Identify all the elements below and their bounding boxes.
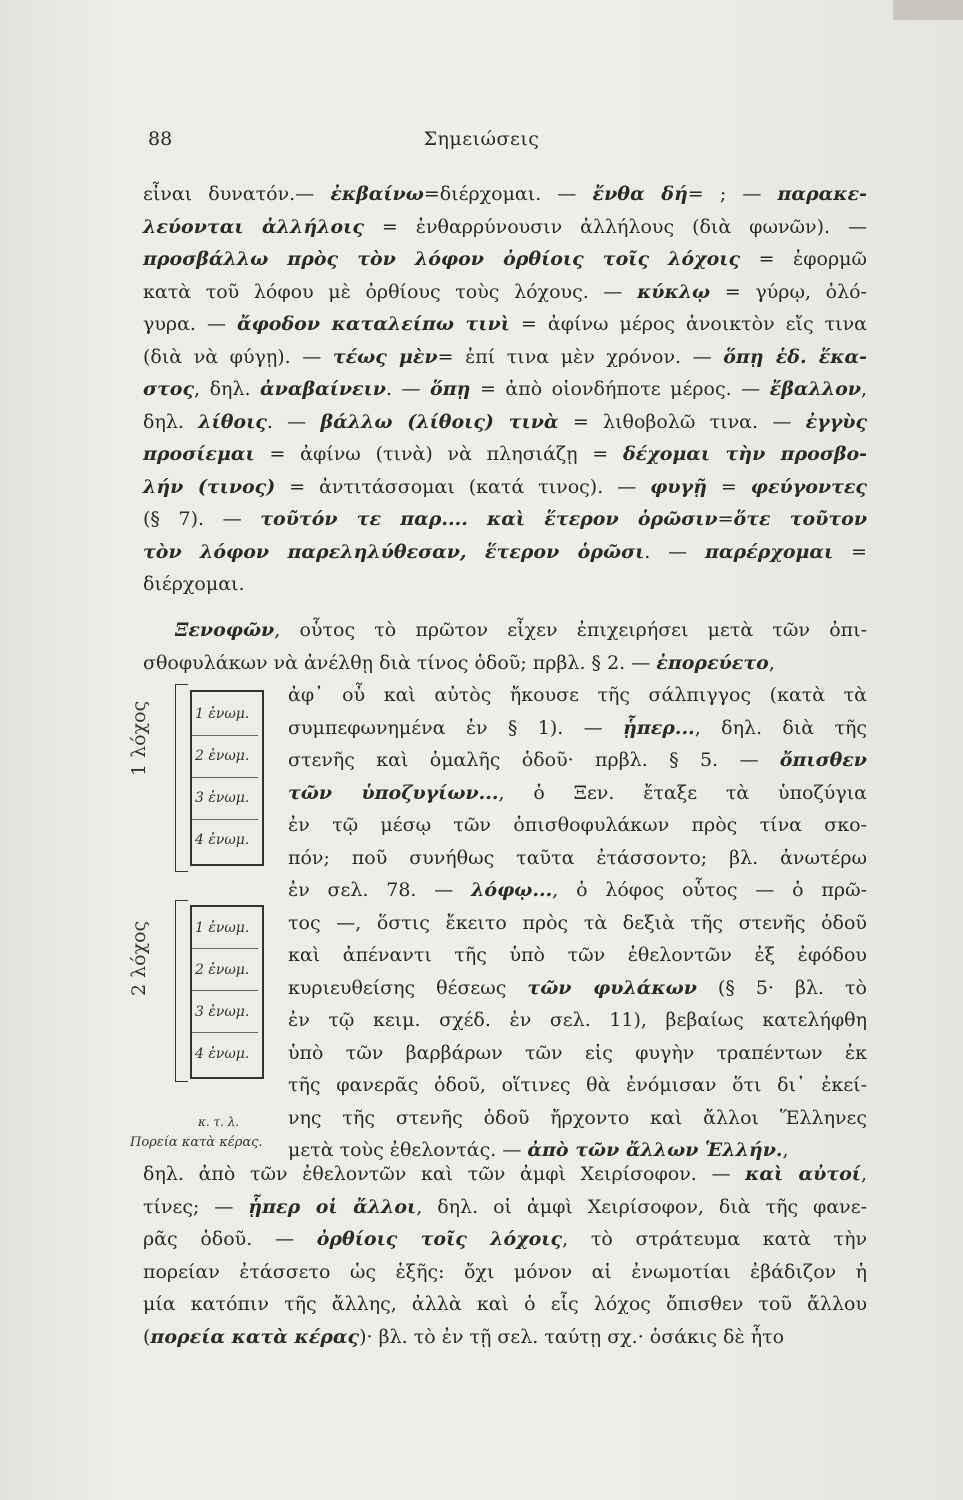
enomotia-label: 2 ἐνωμ. — [195, 962, 250, 978]
text-run: ἀφ᾽ οὗ καὶ αὐτὸς ἤκουσε τῆς σάλπιγγος (κατὰ τὰ — [288, 684, 867, 706]
text-line — [143, 536, 867, 569]
keyword: φεύγοντες — [750, 475, 867, 498]
keyword: παρέρχομαι — [704, 540, 834, 563]
text-run: = ἐνθαρρύνουσιν ἀλλήλους (διὰ φωνῶν). — — [363, 215, 867, 238]
text-run: τος —, ὅστις ἔκειτο πρὸς τὰ δεξιὰ τῆς στενῆς ὁδοῦ — [288, 911, 867, 934]
text-run: δηλ. — [143, 410, 199, 433]
keyword: πορεία κατὰ κέρας — [150, 1325, 360, 1348]
divider — [192, 735, 258, 736]
keyword: λήν (τινος) — [143, 475, 276, 498]
enomotia-label: 1 ἐνωμ. — [195, 706, 250, 722]
diagram-caption: Πορεία κατὰ κέρας. — [130, 1135, 263, 1150]
text-run: = λιθοβολῶ τινα. — — [558, 410, 806, 433]
text-run: εἶναι δυνατόν.— — [143, 183, 331, 205]
text-run: γυρα. — — [143, 313, 237, 335]
keyword: ἀπὸ τῶν ἄλλων Ἑλλήν. — [527, 1139, 783, 1161]
enomotia-label: 4 ἐνωμ. — [195, 1046, 250, 1062]
text-run: (διὰ νὰ φύγῃ). — — [143, 345, 333, 368]
paragraph-3-beside-diagram — [288, 679, 867, 1167]
paragraph-2 — [143, 614, 867, 679]
text-run: στενῆς καὶ ὁμαλῆς ὁδοῦ· πρβλ. § 5. — — [288, 749, 780, 771]
text-line — [143, 1256, 867, 1289]
text-run: = ἀφίνω (τινὰ) νὰ πλησιάζῃ = — [254, 443, 623, 465]
page-number: 88 — [148, 128, 173, 150]
keyword: ἀναβαίνειν — [260, 378, 386, 400]
keyword: καὶ αὐτοί — [745, 1163, 861, 1185]
paragraph-1 — [143, 178, 867, 601]
text-line — [143, 211, 867, 244]
text-run: μετὰ τοὺς ἐθελοντάς. — — [288, 1139, 528, 1161]
keyword: δέχομαι τὴν προσβο- — [623, 443, 867, 465]
keyword: ὅτε τοῦτον — [733, 508, 867, 530]
text-line — [288, 1102, 867, 1135]
enomotia-label: 4 ἐνωμ. — [195, 832, 250, 848]
keyword: κύκλῳ — [637, 280, 711, 303]
keyword: ἄφοδον καταλείπω τινὶ — [237, 313, 510, 335]
text-line — [143, 178, 867, 211]
text-run: κυριευθείσης θέσεως — [288, 976, 528, 999]
text-run: , — [860, 1163, 867, 1185]
keyword: Ξενοφῶν — [175, 619, 275, 641]
keyword: προσβάλλω πρὸς τὸν λόφον ὀρθίοις τοῖς λόχοις — [143, 248, 741, 270]
text-run: πορείαν ἐτάσσετο ὡς ἑξῆς: ὄχι μόνον αἱ ἐνωμοτίαι ἐβάδιζον ἡ — [143, 1260, 867, 1283]
text-run: μία κατόπιν τῆς ἄλλης, ἀλλὰ καὶ ὁ εἷς λόχος ὄπισθεν τοῦ ἄλλου — [143, 1293, 867, 1315]
divider — [192, 819, 258, 820]
text-line — [143, 243, 867, 276]
marching-order-diagram — [120, 680, 300, 1160]
keyword: βάλλω (λίθοις) τινὰ — [320, 410, 559, 433]
text-line — [288, 939, 867, 972]
text-line — [143, 308, 867, 341]
text-line — [143, 1321, 867, 1354]
text-run: διέρχομαι. — [143, 573, 245, 595]
text-run: δηλ. ἀπὸ τῶν ἐθελοντῶν καὶ τῶν ἀμφὶ Χειρίσοφον. — — [143, 1163, 746, 1185]
text-line — [143, 614, 867, 647]
text-line — [288, 907, 867, 940]
keyword: τῶν φυλάκων — [527, 976, 697, 999]
text-line — [143, 1288, 867, 1321]
keyword: στος — [143, 378, 195, 400]
text-run: . — — [385, 378, 431, 400]
text-run: πόν; ποῦ συνήθως ταῦτα ἐτάσσοντο; βλ. ἀνωτέρω — [288, 846, 867, 869]
text-line — [288, 1069, 867, 1102]
keyword: λόφῳ... — [471, 879, 553, 901]
keyword: ὅπῃ ἑδ. ἕκα- — [723, 345, 868, 368]
keyword: ὀρθίοις τοῖς λόχοις — [316, 1228, 563, 1250]
text-line — [143, 406, 867, 439]
text-line — [288, 874, 867, 907]
keyword: τῶν ὑποζυγίων... — [288, 781, 499, 804]
enomotia-label: 1 ἐνωμ. — [195, 920, 250, 936]
text-line — [143, 471, 867, 504]
keyword: ἐγγὺς — [805, 410, 868, 433]
text-run: , ὁ λόφος οὗτος — ὁ πρῶ- — [552, 879, 868, 901]
keyword: τέως μὲν — [332, 345, 438, 368]
text-run: τίνες; — — [143, 1195, 249, 1218]
keyword: ἐπορεύετο — [656, 651, 769, 674]
text-line — [288, 1037, 867, 1070]
text-line — [288, 679, 867, 712]
keyword: λίθοις — [198, 410, 267, 433]
text-run: ( — [143, 1325, 151, 1348]
page-edge-shadow — [893, 0, 963, 20]
keyword: λεύονται ἀλλήλοις — [143, 215, 364, 238]
text-run: = ἀφίνω μέρος ἀνοικτὸν εἴς τινα — [509, 313, 867, 335]
keyword: παρακε- — [777, 183, 867, 205]
text-line — [288, 744, 867, 777]
text-run: = ; — — [687, 183, 778, 205]
lochos-2-bracket — [175, 900, 188, 1082]
text-line — [143, 647, 867, 680]
text-run: καὶ ἀπέναντι τῆς ὑπὸ τῶν ἐθελοντῶν ἐξ ἐφόδου — [288, 944, 867, 966]
text-run: = — [833, 540, 867, 563]
text-run: = γύρῳ, ὁλό- — [710, 280, 867, 303]
text-run: , δηλ. οἱ ἀμφὶ Χειρίσοφον, διὰ τῆς φανε- — [416, 1195, 867, 1218]
text-run: =διέρχομαι. — — [423, 183, 593, 205]
keyword: προσίεμαι — [143, 443, 255, 465]
keyword: ὄπισθεν — [779, 749, 867, 771]
text-line — [143, 568, 867, 601]
text-run: κατὰ τοῦ λόφου μὲ ὀρθίους τοὺς λόχους. — — [143, 280, 638, 303]
text-run: ἐν τῷ κειμ. σχέδ. ἐν σελ. 11), βεβαίως κατελήφθη — [288, 1009, 867, 1031]
lochos-1-label: 1 λόχος — [128, 700, 150, 776]
divider — [192, 777, 258, 778]
keyword: ἔβαλλον — [769, 378, 861, 400]
lochos-1-bracket — [175, 684, 188, 872]
text-line — [288, 809, 867, 842]
text-run: , — [768, 651, 775, 674]
text-run: νης τῆς στενῆς ὁδοῦ ἤρχοντο καὶ ἄλλοι Ἕλληνες — [288, 1106, 867, 1129]
text-line — [143, 438, 867, 471]
text-run: (§ 7). — — [143, 508, 261, 530]
text-run: = — [706, 475, 751, 498]
text-run: ἐν τῷ μέσῳ τῶν ὀπισθοφυλάκων πρὸς τίνα σκο- — [288, 814, 867, 836]
keyword: ὅπῃ — [430, 378, 471, 400]
text-line — [288, 1004, 867, 1037]
text-line — [143, 1223, 867, 1256]
text-run: ἐν σελ. 78. — — [288, 879, 472, 901]
text-line — [143, 1191, 867, 1224]
text-run: σθοφυλάκων νὰ ἀνέλθῃ διὰ τίνος ὁδοῦ; πρβλ. § 2. — — [143, 651, 657, 674]
text-line — [288, 777, 867, 810]
text-run: , δηλ. διὰ τῆς — [694, 716, 867, 739]
text-run: = — [717, 508, 734, 530]
text-run: . — — [644, 540, 705, 563]
divider — [192, 948, 258, 949]
text-run: = ἀπὸ οἱονδήποτε μέρος. — — [470, 378, 770, 400]
divider — [192, 1032, 258, 1033]
diagram-etc: κ. τ. λ. — [198, 1115, 240, 1129]
text-run: , ὁ Ξεν. ἔταξε τὰ ὑποζύγια — [498, 781, 867, 804]
keyword: τοῦτόν τε παρ.... καὶ ἕτερον ὁρῶσιν — [260, 508, 718, 530]
keyword: φυγῇ — [650, 475, 707, 498]
text-run: , δηλ. — [194, 378, 261, 400]
text-line — [143, 1158, 867, 1191]
text-line — [288, 842, 867, 875]
enomotia-label: 3 ἐνωμ. — [195, 1004, 250, 1020]
text-run: = ἐπί τινα μὲν χρόνον. — — [437, 345, 724, 368]
page-header — [0, 128, 963, 162]
enomotia-label: 2 ἐνωμ. — [195, 748, 250, 764]
text-run: συμπεφωνημένα ἐν § 1). — — [288, 716, 623, 739]
lochos-2-label: 2 λόχος — [128, 920, 150, 996]
enomotia-label: 3 ἐνωμ. — [195, 790, 250, 806]
text-line — [143, 276, 867, 309]
text-run: , τὸ στράτευμα κατὰ τὴν — [562, 1228, 867, 1250]
text-run: τῆς φανερᾶς ὁδοῦ, οἵτινες θὰ ἐνόμισαν ὅτι δι᾽ ἐκεί- — [288, 1074, 867, 1096]
text-line — [143, 341, 867, 374]
text-line — [143, 373, 867, 406]
text-run: . — — [266, 410, 321, 433]
text-run: , — [782, 1139, 789, 1161]
running-title: Σημειώσεις — [423, 128, 540, 150]
text-run: ρᾶς ὁδοῦ. — — [143, 1228, 317, 1250]
keyword: τὸν λόφον παρεληλύθεσαν, ἕτερον ὁρῶσι — [143, 540, 645, 563]
text-run: )· βλ. τὸ ἐν τῇ σελ. ταύτῃ σχ.· ὁσάκις δὲ ἦτο — [359, 1325, 785, 1348]
text-line — [288, 972, 867, 1005]
text-run: = ἀντιτάσσομαι (κατά τινος). — — [275, 475, 651, 498]
keyword: ᾗπερ... — [623, 716, 695, 739]
text-run: ὑπὸ τῶν βαρβάρων τῶν εἰς φυγὴν τραπέντων ἐκ — [288, 1041, 867, 1064]
text-run: , — [860, 378, 867, 400]
text-run: , οὗτος τὸ πρῶτον εἶχεν ἐπιχειρήσει μετὰ τῶν ὀπι- — [274, 619, 867, 641]
text-run: = ἐφορμῶ — [740, 248, 867, 270]
paragraph-4 — [143, 1158, 867, 1353]
divider — [192, 990, 258, 991]
keyword: ἐκβαίνω — [330, 183, 424, 205]
text-line — [288, 712, 867, 745]
text-run: (§ 5· βλ. τὸ — [696, 976, 867, 999]
keyword: ἔνθα δή — [592, 183, 688, 205]
keyword: ᾗπερ οἱ ἄλλοι — [248, 1195, 417, 1218]
text-line — [143, 503, 867, 536]
